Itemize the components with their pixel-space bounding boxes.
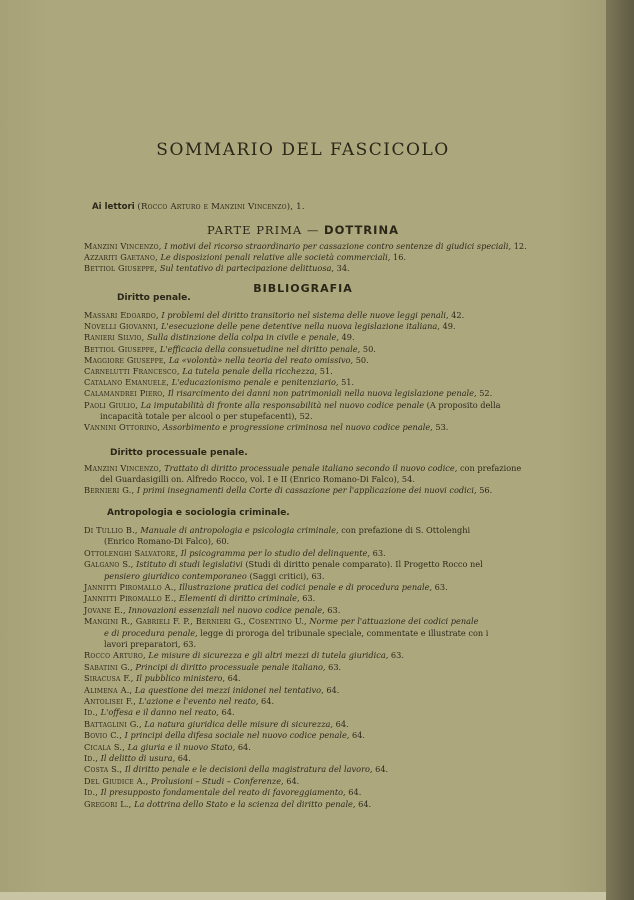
entry-line bbox=[104, 536, 229, 547]
entry-author: Cicala S., bbox=[84, 741, 126, 752]
entry-rest: (Enrico Romano-Di Falco), 60. bbox=[104, 536, 230, 547]
entry-rest: 50. bbox=[355, 354, 369, 365]
bibliografia-heading: BIBLIOGRAFIA bbox=[253, 282, 353, 295]
entry-author: Ranieri Silvio, bbox=[84, 332, 145, 343]
entry-line bbox=[84, 241, 527, 252]
entry-title: Prolusioni – Studi – Conferenze, bbox=[150, 775, 284, 786]
entry-title: I motivi del ricorso straordinario per cassazione contro sentenze di giudici speciali, bbox=[164, 241, 512, 251]
entry-author: Antolisei F., bbox=[84, 696, 137, 706]
entry-author: Manzini Vincenzo, bbox=[84, 241, 162, 251]
entry-line bbox=[84, 321, 456, 332]
entry-rest: con prefazione di S. Ottolenghi bbox=[341, 525, 471, 535]
parte-prima-prefix: PARTE PRIMA — bbox=[207, 223, 325, 237]
entry-rest: 50. bbox=[362, 343, 376, 354]
entry-author: Maggiore Giuseppe, bbox=[84, 354, 167, 365]
entry-title: Il risarcimento dei danni non patrimoniali nella nuova legislazione penale, bbox=[167, 388, 477, 399]
entry-rest: 49. bbox=[341, 332, 355, 343]
entry-author: Ottolenghi Salvatore, bbox=[84, 547, 179, 558]
entry-author: Azzariti Gaetano, bbox=[84, 252, 158, 262]
entry-title: Le misure di sicurezza e gli altri mezzi di tutela giuridica, bbox=[148, 650, 389, 661]
section-antropologia: Antropologia e sociologia criminale. bbox=[107, 508, 290, 518]
entry-author: Catalano Emanuele, bbox=[84, 377, 170, 388]
entry-line bbox=[100, 411, 313, 422]
entry-rest: 64. bbox=[375, 764, 389, 775]
entry-author: Bettiol Giuseppe, bbox=[84, 343, 158, 354]
entry-title: Il diritto penale e le decisioni della magistratura del lavoro, bbox=[124, 764, 373, 775]
entry-rest: 52. bbox=[479, 388, 493, 399]
entry-line bbox=[84, 753, 191, 764]
entry-line bbox=[84, 799, 371, 810]
entry-title: Elementi di diritto criminale, bbox=[179, 593, 300, 604]
entry-author: Bettiol Giuseppe, bbox=[84, 263, 158, 273]
entry-author: Vannini Ottorino, bbox=[84, 422, 161, 432]
entry-title: Norme per l'attuazione dei codici penale bbox=[309, 616, 479, 627]
entry-rest: 64. bbox=[358, 798, 372, 809]
entry-title: L'esecuzione delle pene detentive nella nuova legislazione italiana, bbox=[161, 321, 440, 332]
entry-title: Assorbimento e progressione criminosa nel nuovo codice penale, bbox=[162, 422, 433, 432]
entry-line bbox=[104, 639, 196, 650]
entry-line bbox=[84, 787, 361, 798]
section-diritto-penale: Diritto penale. bbox=[117, 293, 191, 303]
entry-title: Principi di diritto processuale penale italiano, bbox=[135, 661, 326, 672]
entry-line bbox=[84, 662, 341, 673]
entry-title: Innovazioni essenziali nel nuovo codice penale, bbox=[128, 604, 325, 615]
entry-rest: (Studi di diritto penale comparato). Il Progetto Rocco nel bbox=[245, 559, 483, 570]
parte-prima-heading bbox=[0, 223, 606, 237]
entry-author: Calamandrei Piero, bbox=[84, 388, 166, 399]
entry-line bbox=[104, 628, 488, 639]
entry-title: La «volontà» nella teoria del reato omissivo, bbox=[168, 354, 354, 365]
entry-rest: 63. bbox=[372, 547, 386, 558]
entry-line bbox=[84, 650, 404, 661]
entry-rest: del Guardasigilli on. Alfredo Rocco, vol. I e II (Enrico Romano-Di Falco), 54. bbox=[100, 474, 415, 485]
entry-rest: 34. bbox=[336, 263, 350, 273]
entry-rest: 64. bbox=[177, 753, 191, 763]
entry-title: e di procedura penale, bbox=[104, 627, 198, 638]
entry-title: L'offesa e il danno nel reato, bbox=[100, 707, 219, 718]
entry-author: Paoli Giulio, bbox=[84, 399, 139, 410]
ai-lettori-text: (Rocco Arturo e Manzini Vincenzo), 1. bbox=[137, 202, 305, 212]
entry-author: Costa S., bbox=[84, 764, 123, 775]
entry-rest: (A proposito della bbox=[426, 399, 501, 410]
entry-line bbox=[84, 310, 464, 321]
entry-line bbox=[84, 263, 350, 274]
entry-author: Id., bbox=[84, 787, 99, 798]
entry-line bbox=[84, 685, 339, 696]
page-edge bbox=[606, 0, 634, 900]
entry-title: L'azione e l'evento nel reato, bbox=[138, 696, 259, 706]
entry-author: Siracusa F., bbox=[84, 673, 134, 684]
entry-title: La tutela penale della ricchezza, bbox=[182, 366, 318, 376]
entry-title: Il pubblico ministero, bbox=[136, 673, 226, 684]
entry-rest: 64. bbox=[352, 730, 366, 741]
entry-line bbox=[84, 355, 369, 366]
entry-line bbox=[84, 252, 406, 263]
entry-line bbox=[84, 776, 299, 787]
entry-rest: 49. bbox=[442, 321, 456, 332]
page-title: SOMMARIO DEL FASCICOLO bbox=[156, 140, 450, 160]
entry-title: I problemi del diritto transitorio nel sistema delle nuove leggi penali, bbox=[161, 310, 449, 320]
entry-title: Sulla distinzione della colpa in civile e penale, bbox=[147, 332, 339, 343]
entry-author: Rocco Arturo, bbox=[84, 650, 146, 661]
entry-rest: 53. bbox=[435, 422, 449, 432]
section-diritto-processuale: Diritto processuale penale. bbox=[110, 448, 248, 458]
entry-line bbox=[84, 593, 315, 604]
entry-line bbox=[84, 764, 388, 775]
entry-title: Le disposizioni penali relative alle società commerciali, bbox=[160, 252, 391, 262]
entry-line bbox=[84, 344, 376, 355]
entry-line bbox=[84, 422, 448, 433]
entry-title: La natura giuridica delle misure di sicurezza, bbox=[144, 718, 334, 729]
entry-title: Il psicogramma per lo studio del delinquente, bbox=[180, 547, 370, 558]
ai-lettori-line bbox=[92, 202, 305, 213]
entry-author: Battaglini G., bbox=[84, 718, 142, 729]
entry-author: Jannitti Piromallo A., bbox=[84, 582, 177, 592]
entry-line bbox=[84, 673, 241, 684]
entry-rest: 64. bbox=[227, 673, 241, 684]
entry-line bbox=[84, 730, 365, 741]
entry-rest: 63. bbox=[434, 582, 448, 592]
entry-rest: (Saggi critici), 63. bbox=[249, 570, 325, 581]
entry-line bbox=[100, 474, 415, 485]
entry-rest: 64. bbox=[237, 741, 251, 752]
entry-rest: con prefazione bbox=[459, 463, 522, 473]
entry-title: L'efficacia della consuetudine nel diritto penale, bbox=[159, 343, 361, 354]
entry-title: La dottrina dello Stato e la scienza del diritto penale, bbox=[134, 798, 356, 809]
entry-author: Id., bbox=[84, 753, 99, 763]
entry-title: La giuria e il nuovo Stato, bbox=[127, 741, 236, 752]
entry-line bbox=[104, 571, 324, 582]
entry-rest: 51. bbox=[341, 377, 355, 388]
entry-author: Id., bbox=[84, 707, 99, 718]
entry-author: Jovane E., bbox=[84, 604, 126, 615]
entry-author: Bernieri G., bbox=[84, 485, 135, 496]
entry-line bbox=[84, 616, 478, 627]
entry-author: Manzini Vincenzo, bbox=[84, 463, 162, 473]
entry-author: Galgano S., bbox=[84, 559, 134, 570]
bottom-strip bbox=[0, 892, 606, 900]
entry-rest: 64. bbox=[326, 684, 340, 695]
entry-rest: 12. bbox=[513, 241, 527, 251]
entry-line bbox=[84, 463, 521, 474]
parte-prima-word: DOTTRINA bbox=[324, 223, 399, 237]
entry-line bbox=[84, 582, 448, 593]
entry-author: Sabatini G., bbox=[84, 661, 133, 672]
entry-title: I primi insegnamenti della Corte di cassazione per l'applicazione dei nuovi codici, bbox=[136, 485, 477, 496]
entry-title: La questione dei mezzi inidonei nel tentativo, bbox=[134, 684, 324, 695]
entry-title: L'educazionismo penale e penitenziario, bbox=[171, 377, 339, 388]
entry-line bbox=[84, 559, 483, 570]
entry-rest: 64. bbox=[348, 787, 362, 798]
entry-title: Trattato di diritto processuale penale italiano secondo il nuovo codice, bbox=[164, 463, 458, 473]
entry-author: Del Giudice A., bbox=[84, 775, 149, 786]
entry-line bbox=[84, 332, 355, 343]
entry-rest: 64. bbox=[286, 775, 300, 786]
entry-author: Massari Edoardo, bbox=[84, 310, 159, 320]
entry-rest: 16. bbox=[392, 252, 407, 262]
entry-title: I principi della difesa sociale nel nuovo codice penale, bbox=[124, 730, 350, 741]
entry-title: Istituto di studi legislativi bbox=[136, 559, 243, 570]
entry-line bbox=[84, 525, 470, 536]
entry-line bbox=[84, 742, 251, 753]
entry-line bbox=[84, 366, 333, 377]
entry-author: Jannitti Piromallo E., bbox=[84, 593, 177, 604]
entry-author: Bovio C., bbox=[84, 730, 123, 741]
entry-rest: 64. bbox=[221, 707, 235, 718]
entry-title: Manuale di antropologia e psicologia criminale, bbox=[140, 525, 339, 535]
entry-line bbox=[84, 707, 235, 718]
entry-rest: 63. bbox=[328, 661, 342, 672]
entry-rest: 63. bbox=[327, 604, 341, 615]
entry-title: Il delitto di usura, bbox=[100, 753, 176, 763]
entry-line bbox=[84, 400, 500, 411]
entry-author: Alimena A., bbox=[84, 684, 133, 695]
entry-rest: lavori preparatori, 63. bbox=[104, 639, 197, 649]
entry-line bbox=[84, 388, 492, 399]
entry-rest: 64. bbox=[335, 718, 349, 729]
entry-rest: 64. bbox=[261, 696, 275, 706]
entry-line bbox=[84, 696, 274, 707]
entry-title: Il presupposto fondamentale del reato di favoreggiamento, bbox=[100, 787, 346, 798]
entry-author: Novelli Giovanni, bbox=[84, 321, 159, 332]
entry-title: La imputabilità di fronte alla responsabilità nel nuovo codice penale bbox=[140, 399, 425, 410]
entry-title: Illustrazione pratica dei codici penale e di procedura penale, bbox=[178, 582, 433, 592]
entry-rest: 63. bbox=[390, 650, 404, 661]
entry-rest: 42. bbox=[451, 310, 465, 320]
ai-lettori-label: Ai lettori bbox=[92, 202, 135, 212]
entry-title: Sul tentativo di partecipazione delittuosa, bbox=[159, 263, 335, 273]
entry-author: Di Tullio B., bbox=[84, 525, 138, 535]
entry-rest: 63. bbox=[302, 593, 316, 604]
entry-rest: incapacità totale per alcool o per stupefacenti), 52. bbox=[100, 410, 313, 421]
entry-line bbox=[84, 605, 340, 616]
entry-title: pensiero giuridico contemporaneo bbox=[104, 570, 247, 581]
entry-line bbox=[84, 485, 492, 496]
entry-rest: 56. bbox=[479, 485, 493, 496]
entry-line bbox=[84, 377, 354, 388]
entry-rest: legge di proroga del tribunale speciale, commentate e illustrate con i bbox=[200, 627, 489, 638]
entry-line bbox=[84, 719, 349, 730]
entry-author: Carnelutti Francesco, bbox=[84, 366, 180, 376]
entry-author: Gregori L., bbox=[84, 798, 132, 809]
entry-author: Mangini R., Gabrieli F. P., Bernieri G., Cosentino U., bbox=[84, 616, 307, 627]
entry-rest: 51. bbox=[319, 366, 333, 376]
entry-line bbox=[84, 548, 386, 559]
